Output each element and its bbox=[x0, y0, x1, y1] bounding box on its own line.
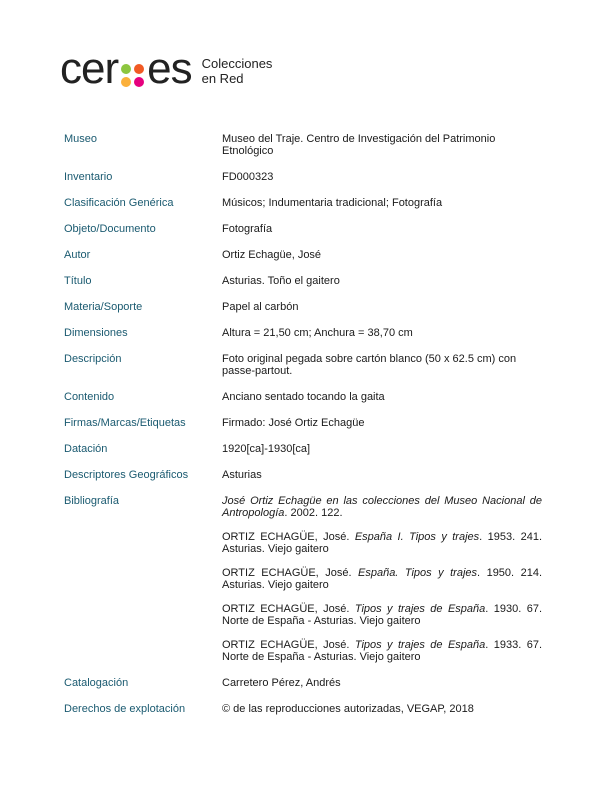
field-clasificacion bbox=[64, 197, 542, 209]
field-value: Músicos; Indumentaria tradicional; Fotografía bbox=[222, 197, 443, 209]
field-value: Carretero Pérez, Andrés bbox=[222, 677, 341, 689]
field-label: Contenido bbox=[64, 391, 115, 403]
bibliography-text: ORTIZ ECHAGÜE, José. bbox=[222, 603, 355, 615]
logo-dot bbox=[134, 64, 144, 74]
field-label: Derechos de explotación bbox=[64, 703, 186, 715]
field-label: Catalogación bbox=[64, 677, 129, 689]
field-label: Objeto/Documento bbox=[64, 223, 156, 235]
bibliography-entry bbox=[222, 603, 542, 627]
field-catalogacion bbox=[64, 677, 542, 689]
field-value: © de las reproducciones autorizadas, VEGAP, 2018 bbox=[222, 703, 474, 715]
field-dimensiones bbox=[64, 327, 542, 339]
field-objeto bbox=[64, 223, 542, 235]
logo-subtitle-line2: en Red bbox=[201, 71, 244, 86]
field-autor bbox=[64, 249, 542, 261]
bibliography-text: . 2002. 122. bbox=[284, 507, 343, 519]
field-label: Materia/Soporte bbox=[64, 301, 143, 313]
bibliography-title: España. Tipos y trajes bbox=[358, 567, 478, 579]
field-label: Descriptores Geográficos bbox=[64, 469, 189, 481]
logo-dot bbox=[134, 77, 144, 87]
field-value: Altura = 21,50 cm; Anchura = 38,70 cm bbox=[222, 327, 413, 339]
ceres-logo bbox=[60, 44, 272, 94]
field-value: FD000323 bbox=[222, 171, 274, 183]
bibliography-entry bbox=[222, 495, 542, 519]
bibliography-text: . 1953. 241. Asturias. Viejo gaitero bbox=[222, 531, 542, 555]
bibliography-list bbox=[222, 495, 542, 663]
field-bibliografia bbox=[64, 495, 542, 663]
field-datacion bbox=[64, 443, 542, 455]
field-value: Firmado: José Ortiz Echagüe bbox=[222, 417, 365, 429]
bibliography-entry bbox=[222, 567, 542, 591]
field-value: 1920[ca]-1930[ca] bbox=[222, 443, 311, 455]
field-contenido bbox=[64, 391, 542, 403]
field-value: Foto original pegada sobre cartón blanco (50 x 62.5 cm) con passe-partout. bbox=[222, 353, 517, 377]
bibliography-title: Tipos y trajes de España bbox=[354, 603, 486, 615]
logo-text-right: es bbox=[147, 44, 192, 93]
bibliography-text: . 1950. 214. Asturias. Viejo gaitero bbox=[222, 567, 542, 591]
field-descriptores-geograficos bbox=[64, 469, 542, 481]
field-value: Anciano sentado tocando la gaita bbox=[222, 391, 385, 403]
bibliography-entry bbox=[222, 531, 542, 555]
bibliography-title: Tipos y trajes de España bbox=[354, 639, 486, 651]
field-label: Dimensiones bbox=[64, 327, 128, 339]
field-value: Asturias. Toño el gaitero bbox=[222, 275, 340, 287]
field-label: Museo bbox=[64, 133, 98, 145]
field-museo bbox=[64, 133, 542, 157]
bibliography-entry bbox=[222, 639, 542, 663]
field-label: Bibliografía bbox=[64, 495, 120, 507]
bibliography-text: . 1930. 67. Norte de España - Asturias. Viejo gaitero bbox=[222, 603, 543, 627]
logo-subtitle bbox=[202, 56, 273, 86]
bibliography-text: ORTIZ ECHAGÜE, José. bbox=[222, 639, 355, 651]
field-label: Autor bbox=[64, 249, 91, 261]
field-value: Fotografía bbox=[222, 223, 273, 235]
field-value: Papel al carbón bbox=[222, 301, 299, 313]
bibliography-text: ORTIZ ECHAGÜE, José. bbox=[222, 567, 358, 579]
field-label: Título bbox=[64, 275, 92, 287]
bibliography-title: España I. Tipos y trajes bbox=[354, 531, 480, 543]
field-derechos bbox=[64, 703, 542, 715]
field-value: Ortiz Echagüe, José bbox=[222, 249, 322, 261]
field-label: Firmas/Marcas/Etiquetas bbox=[64, 417, 186, 429]
logo-dots-icon bbox=[121, 64, 144, 87]
field-materia bbox=[64, 301, 542, 313]
field-descripcion bbox=[64, 353, 542, 377]
bibliography-text: ORTIZ ECHAGÜE, José. bbox=[222, 531, 355, 543]
field-value: Museo del Traje. Centro de Investigación del Patrimonio Etnológico bbox=[222, 133, 496, 157]
logo-subtitle-line1: Colecciones bbox=[201, 56, 273, 71]
logo-text-left: cer bbox=[60, 44, 119, 93]
field-inventario bbox=[64, 171, 542, 183]
field-firmas bbox=[64, 417, 542, 429]
field-label: Descripción bbox=[64, 353, 122, 365]
field-value: Asturias bbox=[222, 469, 262, 481]
logo-dot bbox=[121, 77, 131, 87]
field-label: Clasificación Genérica bbox=[64, 197, 174, 209]
field-label: Inventario bbox=[64, 171, 113, 183]
record-fields bbox=[64, 133, 542, 729]
bibliography-title: José Ortiz Echagüe en las colecciones del Museo Nacional de Antropología bbox=[222, 495, 542, 519]
logo-dot bbox=[121, 64, 131, 74]
bibliography-text: . 1933. 67. Norte de España - Asturias. Viejo gaitero bbox=[222, 639, 543, 663]
field-titulo bbox=[64, 275, 542, 287]
field-label: Datación bbox=[64, 443, 108, 455]
